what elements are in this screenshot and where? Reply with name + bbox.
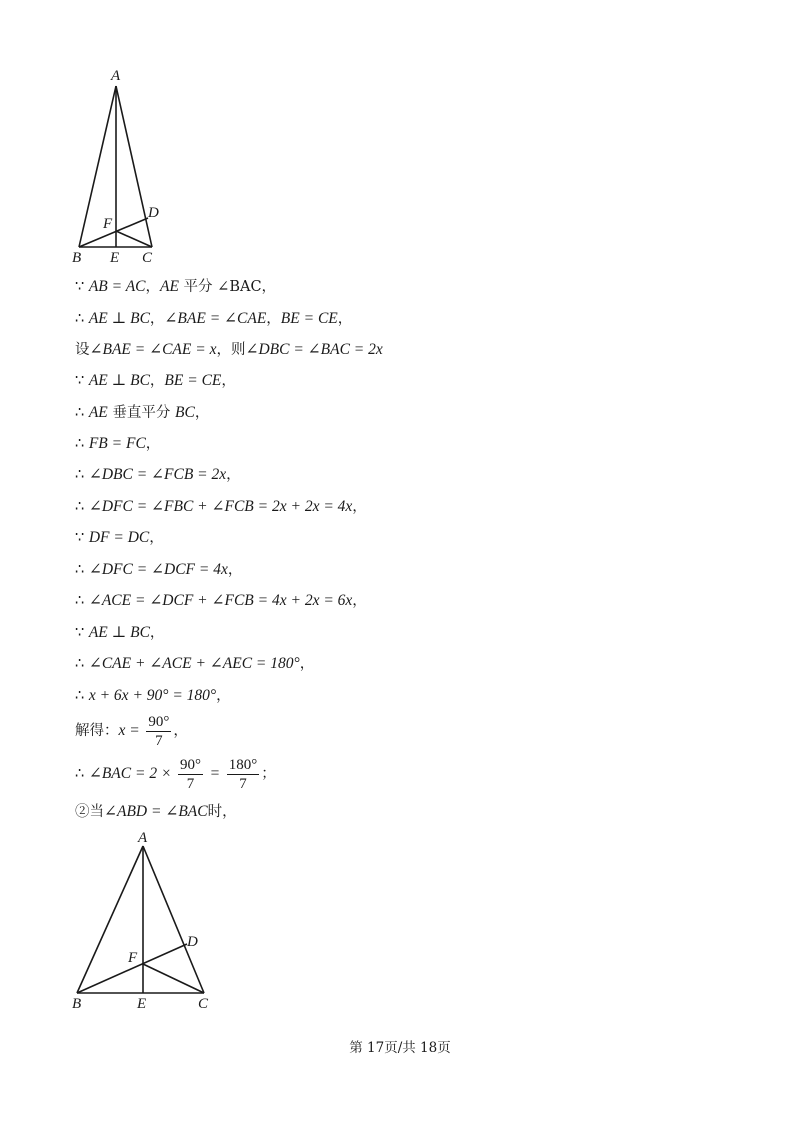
segment-ac	[143, 846, 204, 993]
line-8: ∴ ∠DFC = ∠FBC + ∠FCB = 2x + 2x = 4x，	[75, 498, 367, 515]
line-2: ∴ AE ⊥ BC，∠BAE = ∠CAE，BE = CE，	[75, 310, 353, 327]
line-1: ∵ AB = AC，AE 平分 ∠BAC，	[75, 278, 277, 295]
label-f: F	[103, 216, 113, 232]
line-result: ∴ ∠BAC = 2 × $\frac{90^\circ}{7}$ = $\frac{180^\circ}{7}$ ；	[75, 756, 276, 792]
label-a: A	[138, 830, 148, 846]
label-d: D	[187, 934, 198, 950]
segment-fc	[116, 231, 152, 247]
label-c: C	[142, 250, 153, 266]
segment-fc	[143, 964, 204, 993]
fraction-x: $\frac{90^\circ}{7}$	[148, 713, 170, 749]
figure-1	[60, 62, 180, 272]
segment-ab	[77, 846, 143, 993]
line-3: 设∠BAE = ∠CAE = x，则∠DBC = ∠BAC = 2x	[75, 341, 383, 358]
label-d: D	[148, 205, 159, 221]
line-5: ∴ AE 垂直平分 BC，	[75, 404, 210, 421]
label-b: B	[72, 996, 82, 1012]
label-f: F	[128, 950, 138, 966]
line-4: ∵ AE ⊥ BC，BE = CE，	[75, 372, 236, 389]
line-11: ∴ ∠ACE = ∠DCF + ∠FCB = 4x + 2x = 6x，	[75, 592, 367, 609]
label-e: E	[110, 250, 120, 266]
line-12: ∵ AE ⊥ BC，	[75, 624, 165, 641]
line-14: ∴ x + 6x + 90° = 180°，	[75, 687, 231, 704]
fraction-2: $\frac{180^\circ}{7}$	[228, 756, 258, 792]
line-9: ∵ DF = DC，	[75, 529, 164, 546]
label-c: C	[198, 996, 209, 1012]
line-10: ∴ ∠DFC = ∠DCF = 4x，	[75, 561, 243, 578]
page-footer: 第 17页/共 18页	[349, 1040, 451, 1056]
segment-bd	[79, 218, 148, 247]
label-e: E	[137, 996, 147, 1012]
label-b: B	[72, 250, 82, 266]
line-6: ∴ FB = FC，	[75, 435, 161, 452]
line-7: ∴ ∠DBC = ∠FCB = 2x，	[75, 466, 241, 483]
label-a: A	[111, 68, 121, 84]
line-case2: ②当∠ABD = ∠BAC时，	[75, 803, 237, 820]
line-solve: 解得：x = $\frac{90^\circ}{7}$ ，	[75, 713, 188, 749]
figure-2	[60, 826, 230, 1016]
segment-ac	[116, 86, 152, 247]
line-13: ∴ ∠CAE + ∠ACE + ∠AEC = 180°，	[75, 655, 315, 672]
fraction-1: $\frac{90^\circ}{7}$	[180, 756, 202, 792]
